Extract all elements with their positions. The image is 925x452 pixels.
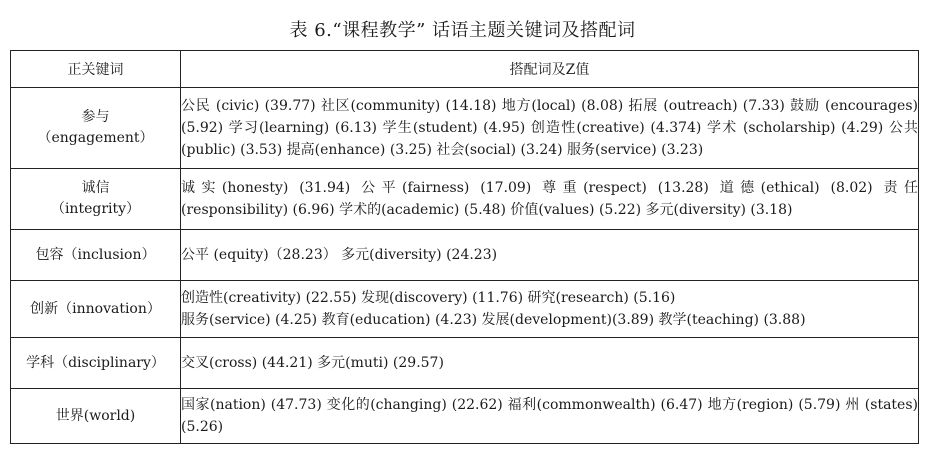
keyword-cell <box>11 389 181 444</box>
keyword-zh: 诚信 <box>81 180 110 196</box>
collocates-line: 交叉(cross) (44.21) 多元(muti) (29.57) <box>181 355 444 371</box>
collocates-line: 国家(nation) (47.73) 变化的(changing) (22.62) 福利(commonwealth) (6.47) 地方(region) (5.79) 州 (states) (5.26) <box>181 397 918 435</box>
table-row-world <box>11 389 919 444</box>
collocates-cell <box>181 281 919 338</box>
keyword-cell <box>11 281 181 338</box>
collocates-line: 服务(service) (4.25) 教育(education) (4.23) 发展(development)(3.89) 教学(teaching) (3.88) <box>181 312 806 328</box>
collocates-line: 创造性(creativity) (22.55) 发现(discovery) (11.76) 研究(research) (5.16) <box>181 290 676 306</box>
keyword-zh: 学科（disciplinary） <box>26 354 165 371</box>
collocates-cell <box>181 88 919 169</box>
table-row-integrity <box>11 169 919 230</box>
keyword-zh: 参与 <box>81 109 110 125</box>
keyword-en: （engagement） <box>37 130 154 146</box>
keyword-zh: 世界(world) <box>55 407 136 424</box>
keyword-zh: 包容（inclusion） <box>35 246 156 263</box>
keyword-cell <box>11 88 181 169</box>
table-row-innovation <box>11 281 919 338</box>
keyword-cell <box>11 169 181 230</box>
collocates-line: 诚实(honesty) (31.94) 公平(fairness) (17.09) 尊重(respect) (13.28) 道德(ethical) (8.02) 责任 (responsibility) (6.96) 学术的(academic) (5.48) 价值(values) (5.22) 多元(diversity) (3.18) <box>181 180 918 218</box>
table-row-disciplinary <box>11 338 919 389</box>
header-keyword: 正关键词 <box>11 51 181 88</box>
keyword-cell <box>11 338 181 389</box>
collocates-cell <box>181 169 919 230</box>
collocates-cell <box>181 338 919 389</box>
table-header-row <box>11 51 919 88</box>
table-row-engagement <box>11 88 919 169</box>
keyword-zh: 创新（innovation） <box>30 300 161 317</box>
header-collocates: 搭配词及Z值 <box>181 51 919 88</box>
keyword-en: （integrity） <box>50 201 141 217</box>
table-row-inclusion <box>11 230 919 281</box>
keyword-cell <box>11 230 181 281</box>
collocates-cell <box>181 389 919 444</box>
keyword-collocation-table <box>10 50 919 444</box>
collocates-line: 公平 (equity)（28.23） 多元(diversity) (24.23) <box>181 247 498 263</box>
collocates-line: 公民 (civic) (39.77) 社区(community) (14.18) 地方(local) (8.08) 拓展 (outreach) (7.33) 鼓励 (encourages) (5.92) 学习(learning) (6.13) 学生(student) (4.95) 创造性(creative) (4.374) 学术 (scholarship) (4.29) 公共(public) (3.53) 提高(enhance) (3.25) 社会(social) (3.24) 服务(service) (3.23) <box>181 98 918 158</box>
collocates-cell <box>181 230 919 281</box>
table-caption: 表 6.“课程教学” 话语主题关键词及搭配词 <box>289 20 636 41</box>
